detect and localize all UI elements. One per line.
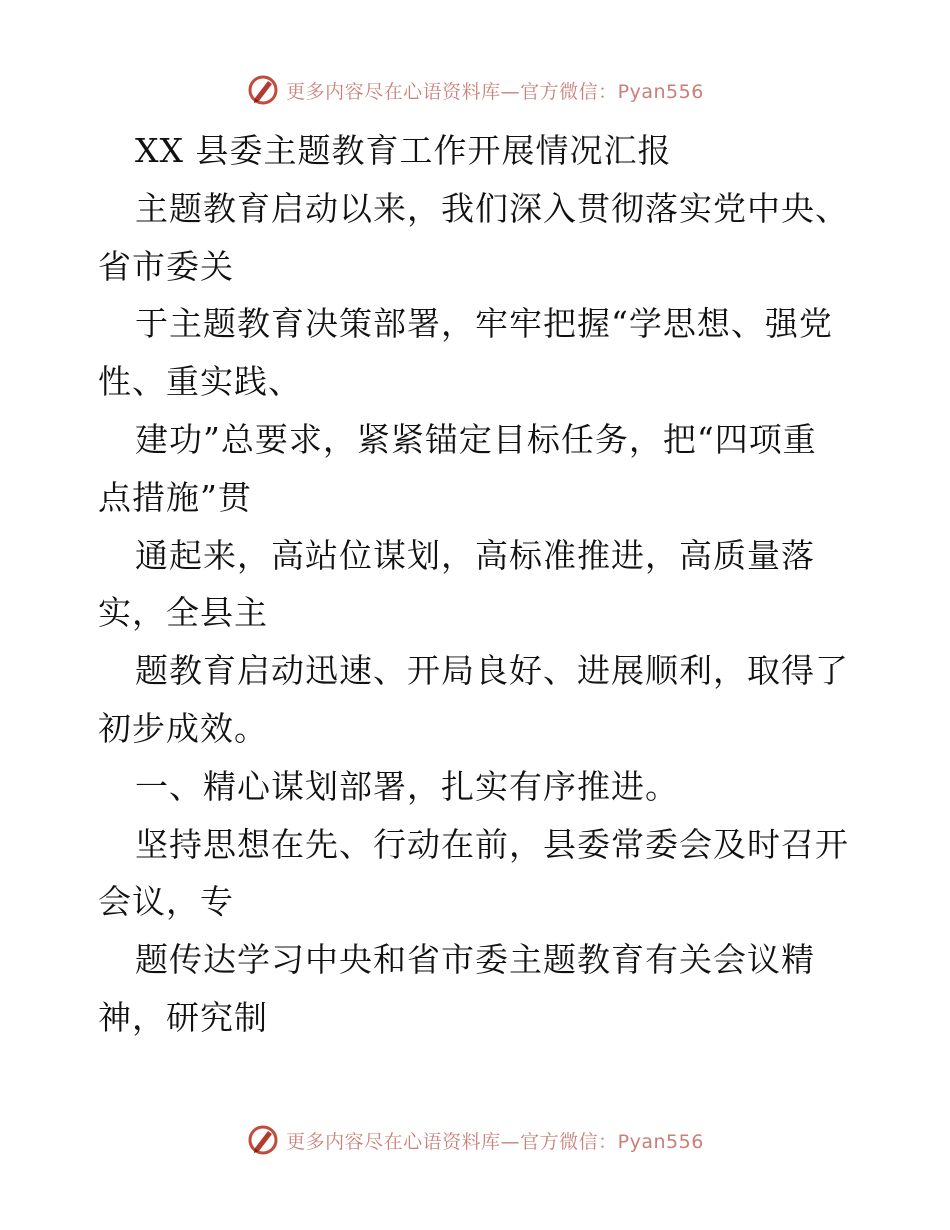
watermark-banner-top: [0, 70, 950, 110]
text-line: 神，研究制: [98, 997, 268, 1037]
text-line: 初步成效。: [98, 708, 268, 748]
pen-logo-icon: [246, 73, 280, 107]
watermark-id: Pyan556: [617, 1130, 704, 1153]
watermark-text: 更多内容尽在心语资料库—官方微信：: [286, 80, 618, 103]
watermark-id: Pyan556: [617, 80, 704, 103]
document-title: XX 县委主题教育工作开展情况汇报: [135, 131, 672, 170]
text-line: 实，全县主: [98, 593, 268, 633]
text-line: 点措施”贯: [98, 477, 252, 517]
pen-logo-icon: [246, 1123, 280, 1157]
text-line: 题传达学习中央和省市委主题教育有关会议精: [135, 940, 815, 980]
text-line: 性、重实践、: [98, 362, 302, 402]
text-line: 题教育启动迅速、开局良好、进展顺利，取得了: [135, 651, 849, 691]
document-body: [98, 122, 858, 1047]
watermark-text: 更多内容尽在心语资料库—官方微信：: [286, 1130, 618, 1153]
text-line: 于主题教育决策部署，牢牢把握“学思想、强党: [135, 304, 833, 344]
watermark-banner-bottom: [0, 1120, 950, 1160]
text-line: 会议，专: [98, 882, 234, 922]
text-line: 通起来，高站位谋划，高标准推进，高质量落: [135, 535, 815, 575]
section-heading: 一、精心谋划部署，扎实有序推进。: [135, 766, 679, 806]
text-line: 省市委关: [98, 246, 234, 286]
text-line: 坚持思想在先、行动在前，县委常委会及时召开: [135, 824, 849, 864]
text-line: 主题教育启动以来，我们深入贯彻落实党中央、: [135, 188, 849, 228]
text-line: 建功”总要求，紧紧锚定目标任务，把“四项重: [135, 419, 817, 459]
